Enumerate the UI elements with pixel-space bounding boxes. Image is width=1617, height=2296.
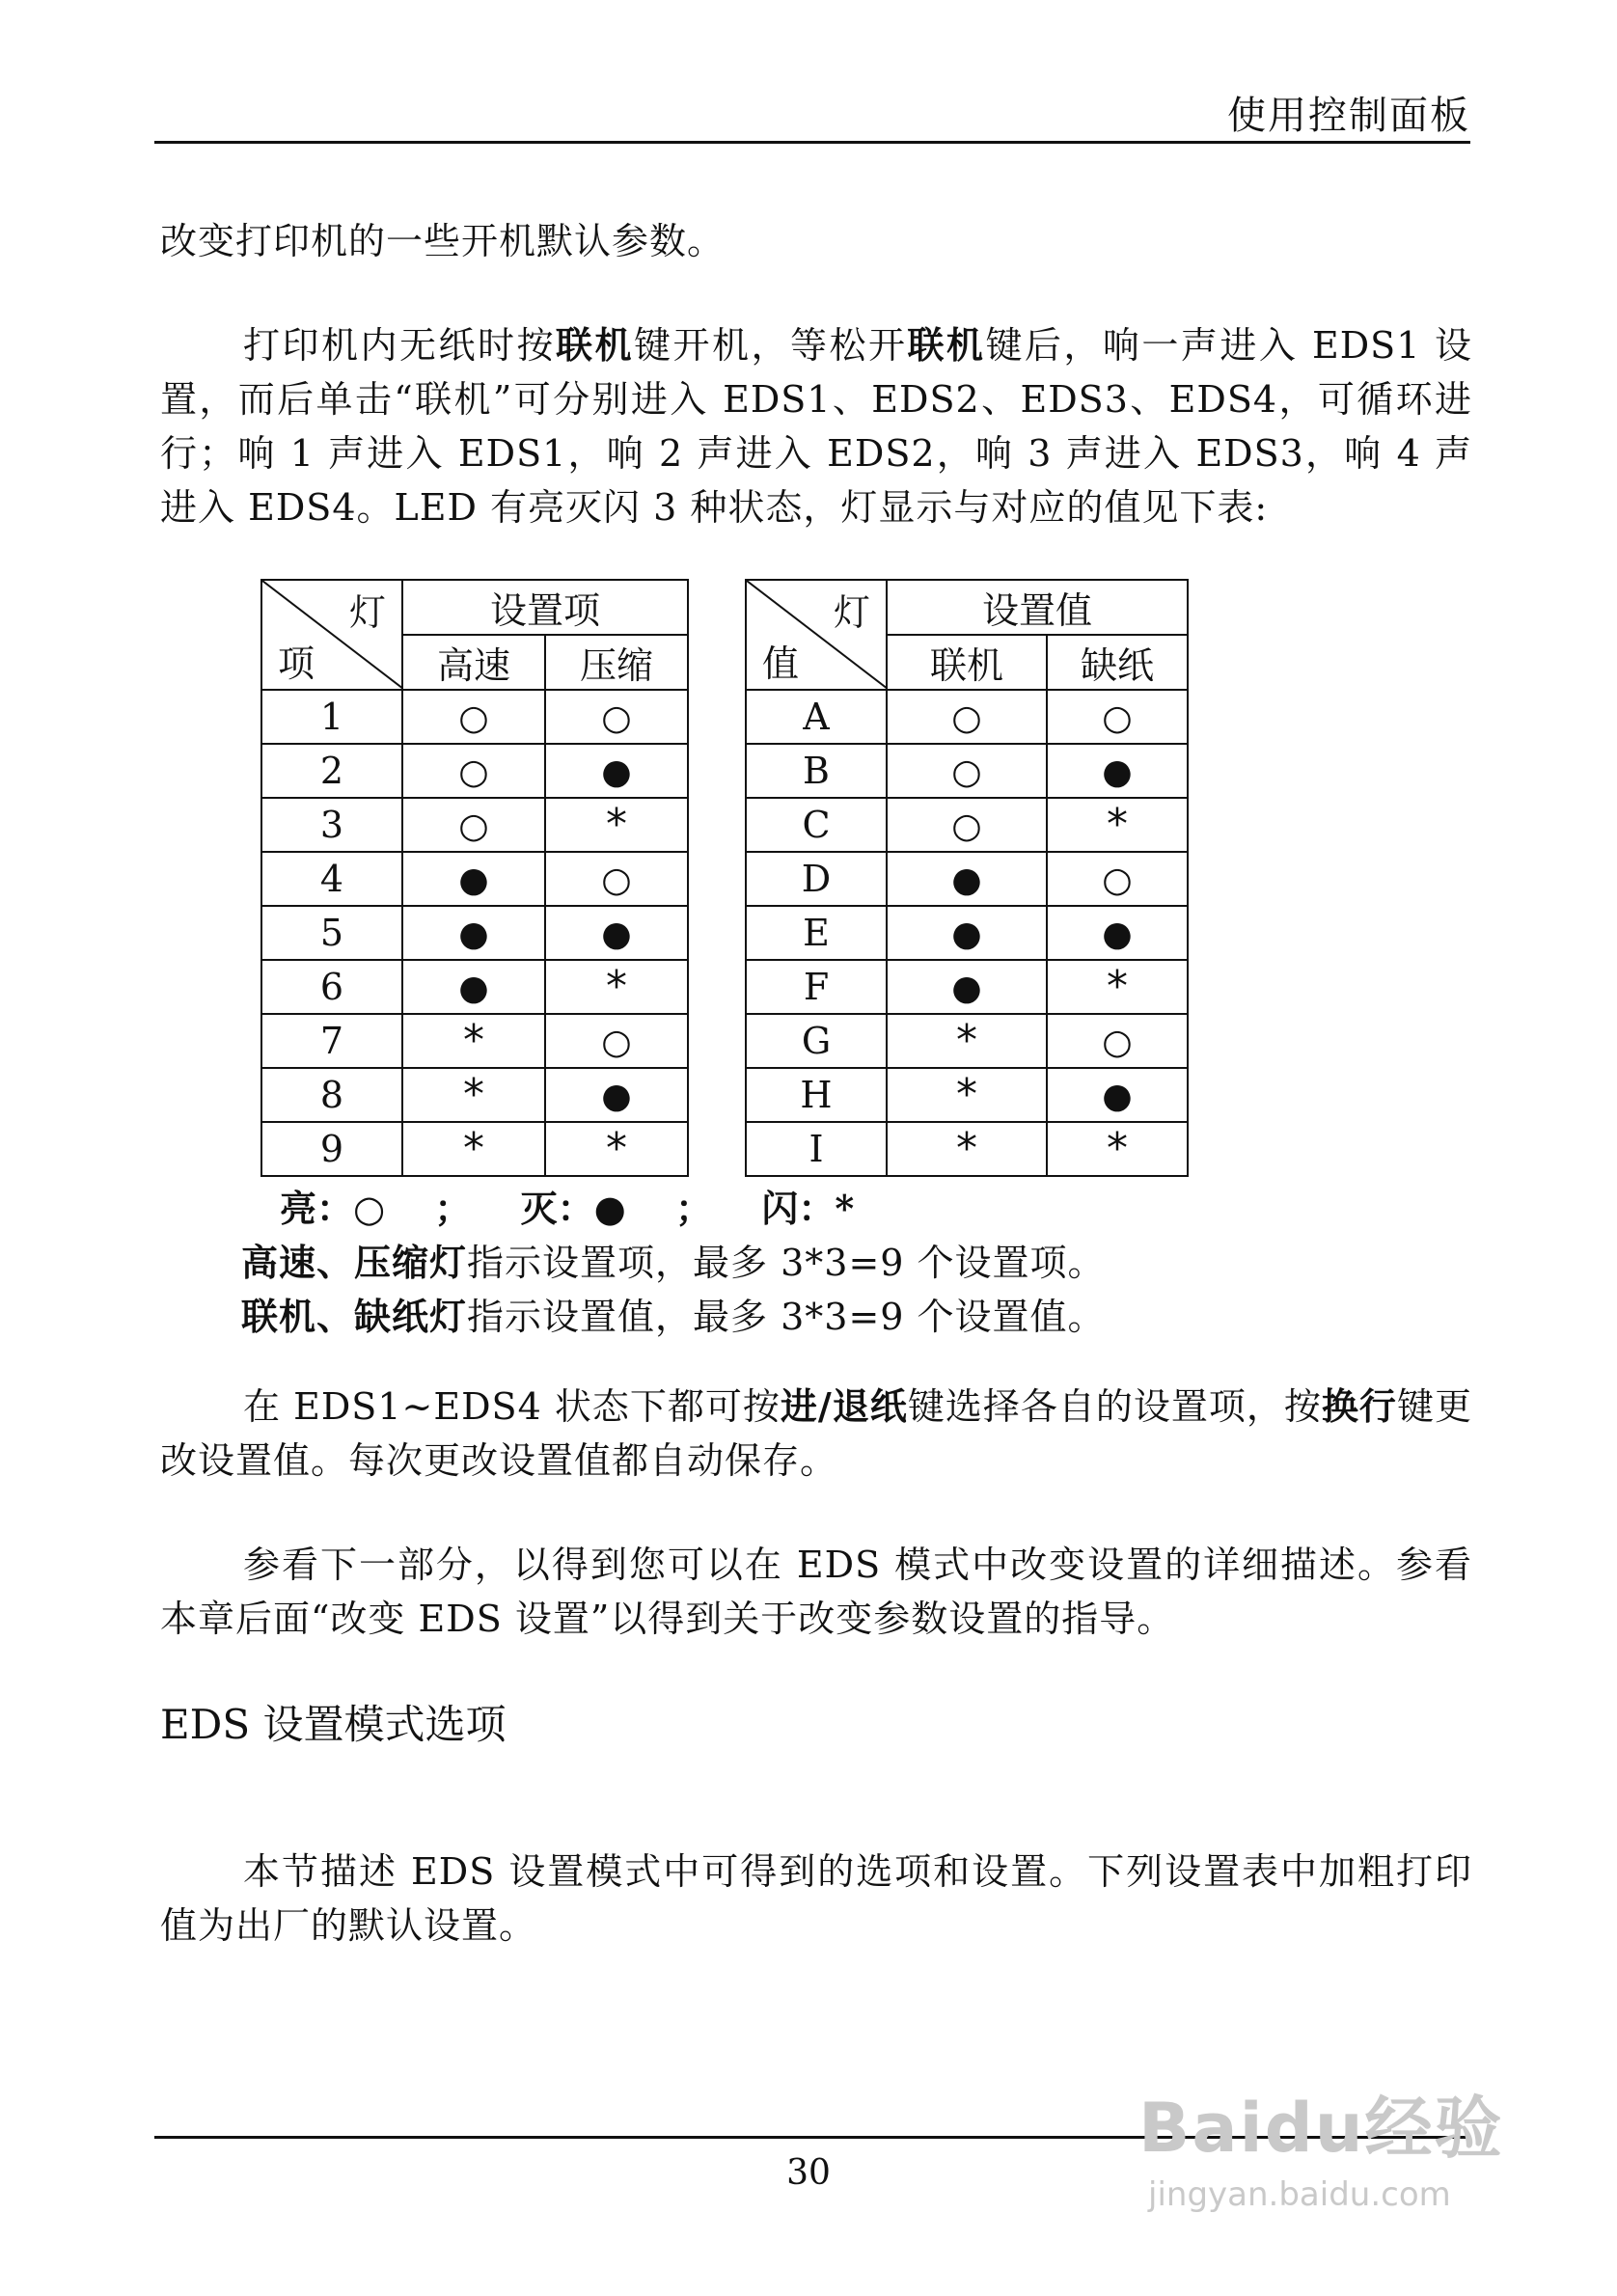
led-blink-symbol: * [1107,1123,1128,1173]
led-off-symbol: ● [951,969,982,1008]
values-diagonal-header [746,580,887,690]
table-row [261,798,688,852]
row-cell-2 [545,1014,688,1068]
row-cell-1 [402,906,545,960]
section-title: EDS 设置模式选项 [160,1701,507,1748]
items-group-header: 设置项 [402,580,688,635]
led-off-symbol: ● [951,861,982,900]
row-cell-2 [545,1122,688,1176]
note1-text: 指示设置项，最多 3*3=9 个设置项。 [467,1242,1106,1284]
led-off-symbol: ● [1102,752,1133,792]
table-row [746,1014,1188,1068]
row-label: A [746,690,887,744]
led-blink-symbol: * [463,1069,484,1119]
led-on-symbol: ○ [951,698,982,738]
row-label: 4 [261,852,402,906]
led-off-symbol: ● [458,861,489,900]
led-off-symbol: ● [458,915,489,954]
led-blink-symbol: * [606,961,627,1011]
paragraph-intro: 改变打印机的一些开机默认参数。 [160,220,726,262]
led-blink-symbol: * [463,1123,484,1173]
items-col-header-2: 压缩 [545,635,688,690]
led-on-symbol: ○ [951,752,982,792]
row-cell-1 [402,1014,545,1068]
row-cell-2 [1047,960,1188,1014]
row-cell-1 [887,1068,1047,1122]
watermark [1138,2074,1504,2214]
led-off-symbol: ● [601,752,632,792]
table-row [261,906,688,960]
paragraph-see-next: 参看下一部分，以得到您可以在 EDS 模式中改变设置的详细描述。参看本章后面“改变 EDS 设置”以得到关于改变参数设置的指导。 [160,1544,1472,1640]
p2-text-c: 键开机，等松开 [633,324,908,367]
row-label: G [746,1014,887,1068]
legend-blink: 闪：* [761,1187,855,1230]
watermark-url: jingyan.baidu.com [1148,2175,1451,2214]
led-on-symbol: ○ [601,861,632,900]
p3-text-a: 在 EDS1~EDS4 状态下都可按 [243,1385,781,1428]
row-label: F [746,960,887,1014]
page-header-title: 使用控制面板 [1227,94,1470,138]
note-setting-values [241,1287,1106,1340]
led-blink-symbol: * [1107,799,1128,849]
row-cell-1 [887,744,1047,798]
paragraph-eds-entry [160,318,1472,534]
row-cell-1 [887,960,1047,1014]
row-cell-1 [402,1122,545,1176]
led-off-symbol: ● [601,1077,632,1116]
table-row [746,1068,1188,1122]
table-row [746,960,1188,1014]
p2-text-e: 键后，响一声进入 EDS1 设置，而后单击“联机”可分别进入 EDS1、EDS2、EDS3、EDS4，可循环进行；响 1 声进入 EDS1，响 2 声进入 EDS2，响 3 声进入 EDS3，响 4 声进入 EDS4。LED 有亮灭闪 3 种状态，灯显示与对应的值见下表: [160,324,1472,529]
row-cell-2 [545,1068,688,1122]
led-blink-symbol: * [956,1015,977,1065]
table-row [261,960,688,1014]
row-cell-2 [1047,1068,1188,1122]
row-cell-1 [402,1068,545,1122]
note2-bold: 联机、缺纸灯 [241,1295,468,1338]
row-cell-2 [1047,1122,1188,1176]
row-cell-1 [887,852,1047,906]
values-group-header: 设置值 [887,580,1188,635]
led-on-symbol: ○ [458,806,489,846]
led-on-symbol: ○ [1102,698,1133,738]
note-setting-items [241,1233,1106,1286]
row-label: C [746,798,887,852]
row-cell-2 [1047,906,1188,960]
row-label: 1 [261,690,402,744]
table-row [746,798,1188,852]
row-label: B [746,744,887,798]
header-rule [154,141,1470,144]
led-on-symbol: ○ [1102,861,1133,900]
p3-bold-feed: 进/退纸 [780,1384,908,1428]
row-label: D [746,852,887,906]
row-label: 3 [261,798,402,852]
paragraph-section-desc: 本节描述 EDS 设置模式中可得到的选项和设置。下列设置表中加粗打印值为出厂的默认设置。 [160,1850,1472,1947]
row-label: 9 [261,1122,402,1176]
led-off-symbol: ● [601,915,632,954]
row-cell-1 [402,960,545,1014]
table-row [261,1014,688,1068]
row-cell-2 [545,798,688,852]
table-row [746,690,1188,744]
p3-text-c: 键选择各自的设置项，按 [907,1385,1322,1428]
row-label: 7 [261,1014,402,1068]
led-blink-symbol: * [606,1123,627,1173]
row-cell-1 [402,744,545,798]
led-off-symbol: ● [458,969,489,1008]
row-cell-2 [545,960,688,1014]
led-on-symbol: ○ [601,1023,632,1062]
note1-bold: 高速、压缩灯 [241,1241,468,1284]
row-cell-2 [1047,852,1188,906]
legend-sep-2: ； [675,1187,713,1230]
legend-on: 亮：○ [280,1187,386,1230]
led-off-symbol: ● [951,915,982,954]
row-cell-1 [887,906,1047,960]
legend-off: 灭：● [520,1187,626,1230]
legend-sep-1: ； [434,1187,472,1230]
row-cell-2 [1047,798,1188,852]
table-row [261,690,688,744]
items-col-header-1: 高速 [402,635,545,690]
row-label: E [746,906,887,960]
p2-text-a: 打印机内无纸时按 [243,324,556,367]
row-cell-2 [545,690,688,744]
led-off-symbol: ● [1102,915,1133,954]
led-blink-symbol: * [606,799,627,849]
page-number: 30 [786,2153,831,2193]
row-label: 5 [261,906,402,960]
table-row [746,906,1188,960]
row-cell-2 [545,852,688,906]
table-row [746,852,1188,906]
table-row [261,744,688,798]
led-blink-symbol: * [463,1015,484,1065]
paragraph-select-keys [160,1380,1472,1488]
values-col-header-2: 缺纸 [1047,635,1188,690]
note2-text: 指示设置值，最多 3*3=9 个设置值。 [467,1296,1106,1338]
led-blink-symbol: * [956,1123,977,1173]
table-setting-items [260,579,689,1177]
led-on-symbol: ○ [1102,1023,1133,1062]
table-row [746,744,1188,798]
row-label: 6 [261,960,402,1014]
led-blink-symbol: * [956,1069,977,1119]
led-legend [280,1179,891,1232]
watermark-logo: Baidu经验 [1138,2089,1504,2168]
led-on-symbol: ○ [458,752,489,792]
diag-bottom-label: 值 [762,642,800,685]
row-label: I [746,1122,887,1176]
row-cell-1 [887,690,1047,744]
led-on-symbol: ○ [951,806,982,846]
table-setting-values [745,579,1189,1177]
p2-bold-online-2: 联机 [907,323,986,367]
p3-text-e: 键更改设置值。每次更改设置值都自动保存。 [160,1385,1472,1482]
led-off-symbol: ● [1102,1077,1133,1116]
row-cell-2 [1047,690,1188,744]
row-cell-1 [887,1122,1047,1176]
p3-bold-linefeed: 换行 [1321,1384,1397,1428]
led-on-symbol: ○ [458,698,489,738]
table-row [746,1122,1188,1176]
row-cell-2 [545,744,688,798]
row-label: H [746,1068,887,1122]
led-blink-symbol: * [1107,961,1128,1011]
row-cell-2 [1047,744,1188,798]
diag-top-label: 灯 [833,591,870,634]
items-diagonal-header [261,580,402,690]
led-on-symbol: ○ [601,698,632,738]
table-row [261,852,688,906]
row-cell-2 [1047,1014,1188,1068]
p2-bold-online-1: 联机 [555,323,634,367]
diag-bottom-label: 项 [278,642,315,685]
row-label: 8 [261,1068,402,1122]
row-cell-2 [545,906,688,960]
row-cell-1 [402,798,545,852]
table-row [261,1068,688,1122]
diag-top-label: 灯 [348,591,386,634]
row-cell-1 [887,1014,1047,1068]
row-cell-1 [887,798,1047,852]
values-col-header-1: 联机 [887,635,1047,690]
table-row [261,1122,688,1176]
row-label: 2 [261,744,402,798]
row-cell-1 [402,852,545,906]
row-cell-1 [402,690,545,744]
